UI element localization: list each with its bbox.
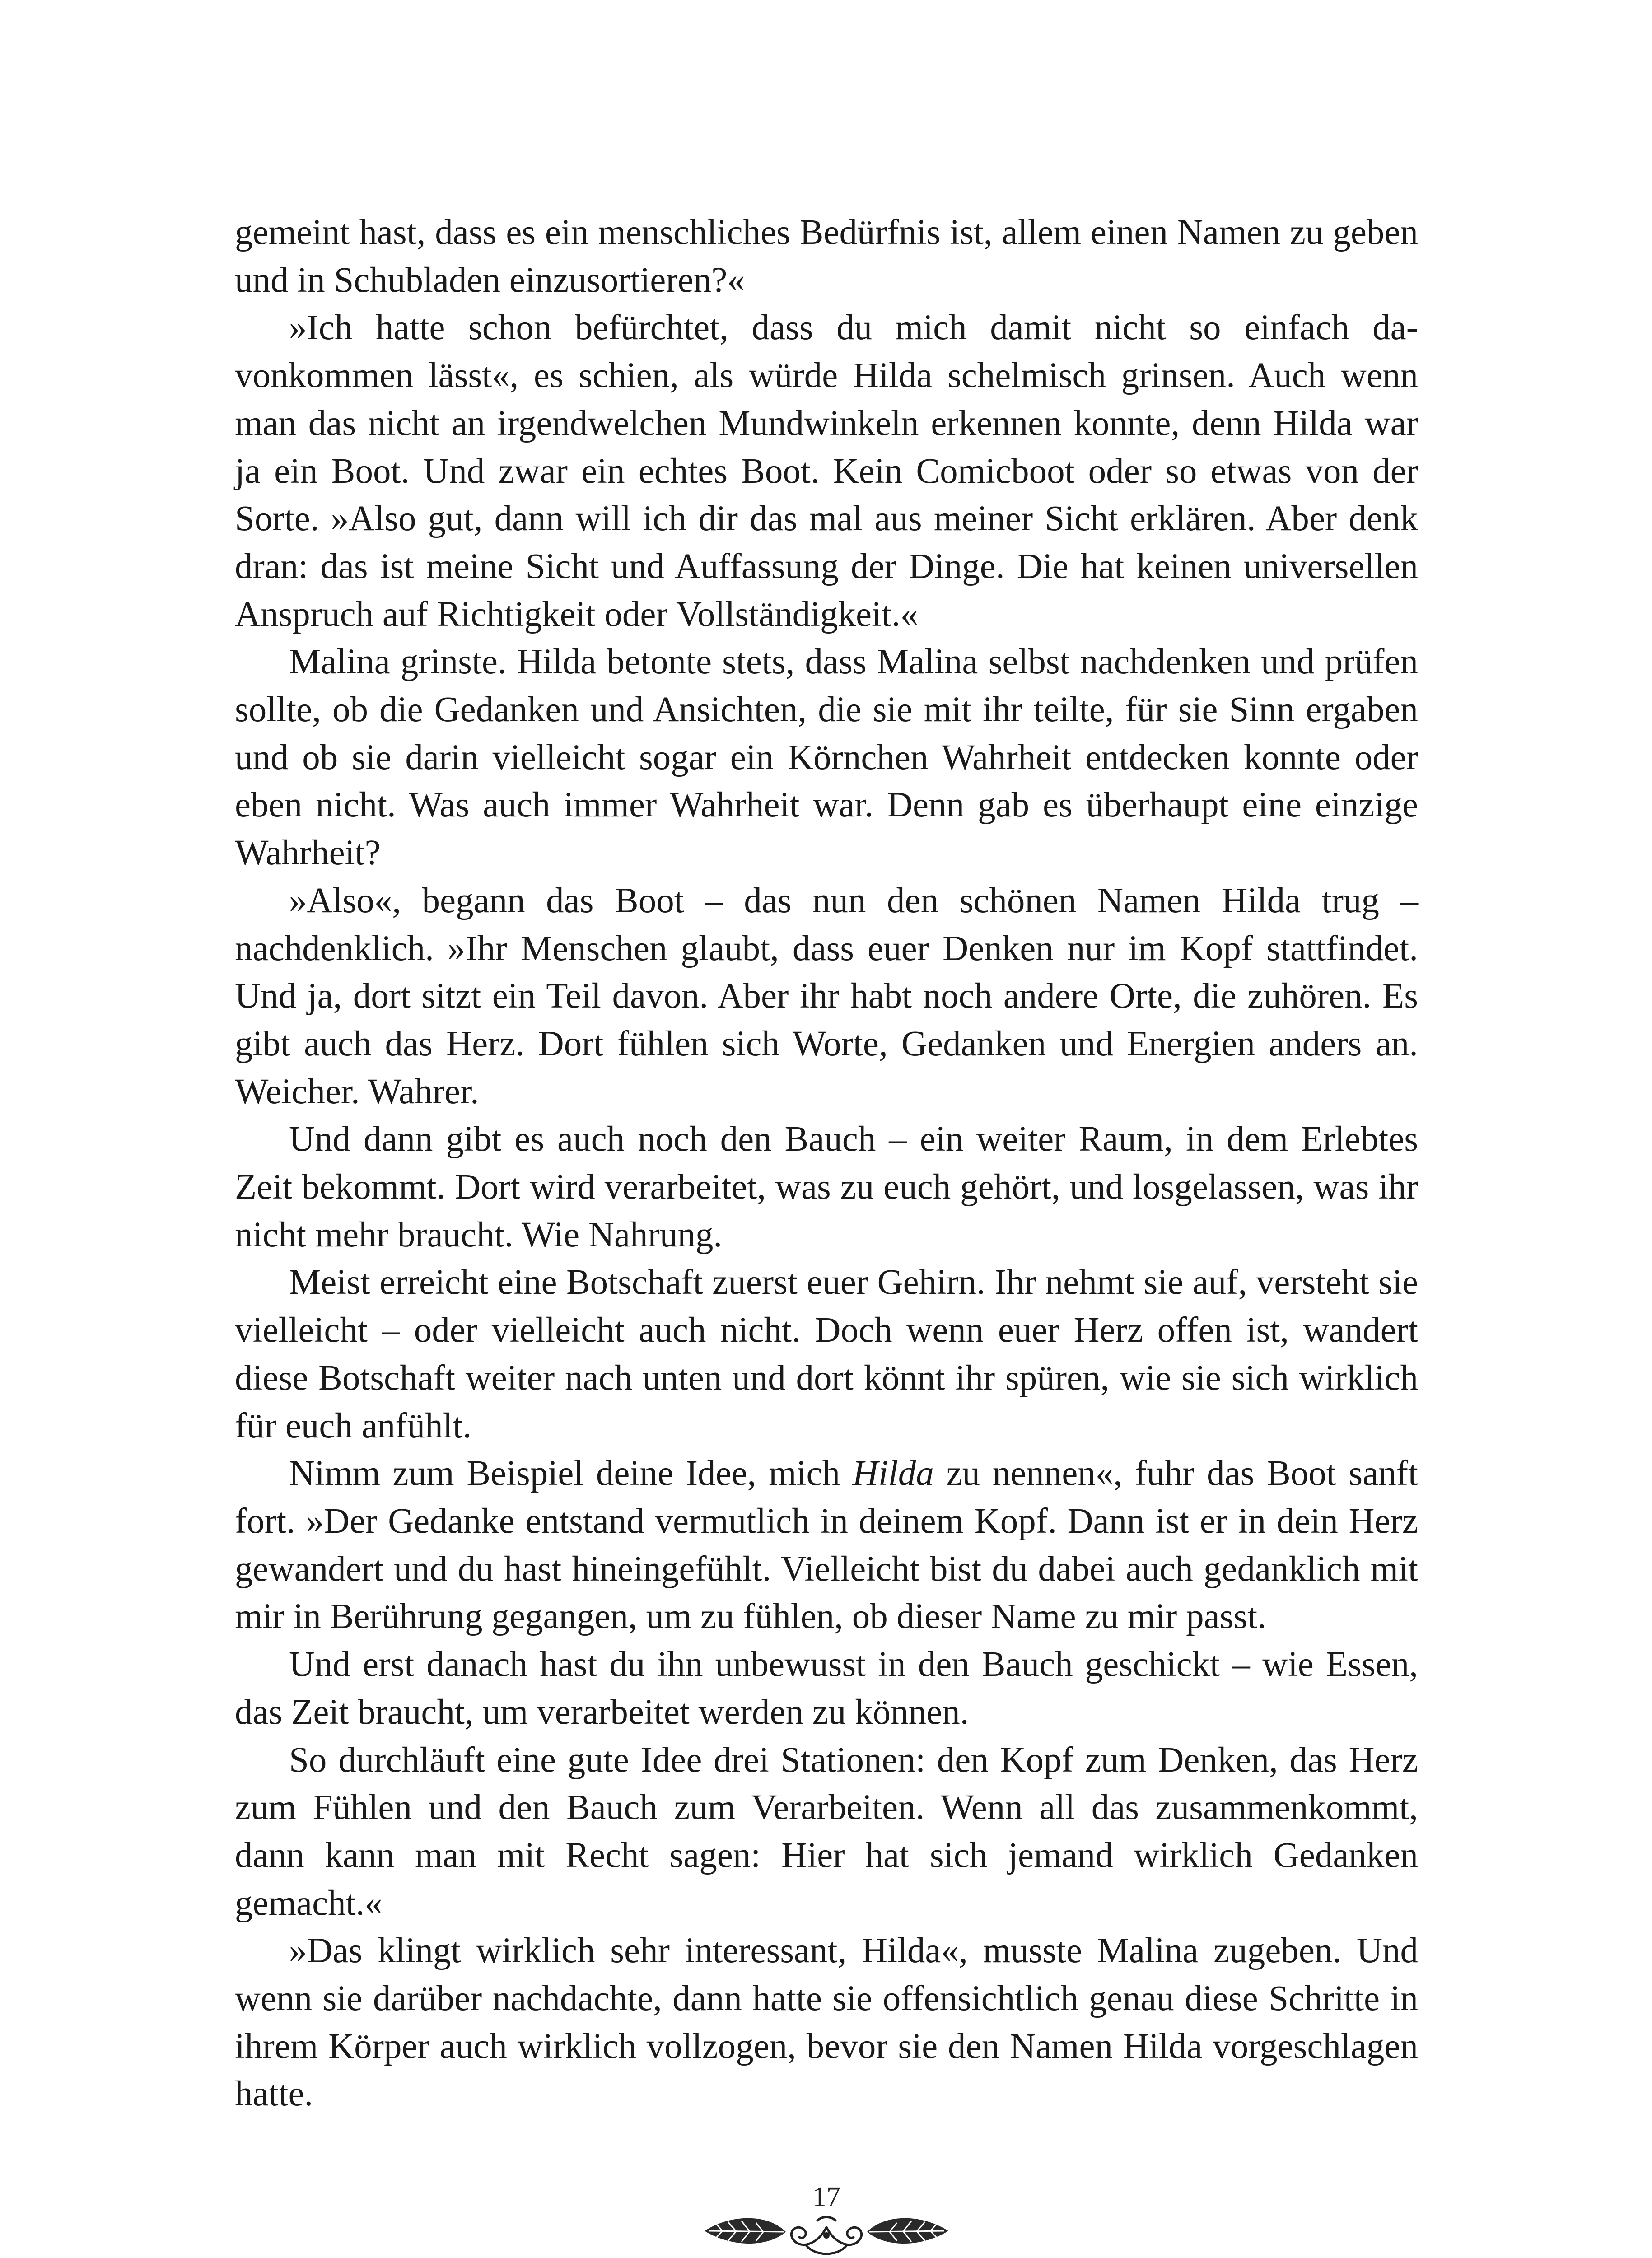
text-run: »Das klingt wirklich sehr interessant, Hilda«, musste Malina zugeben. Und wenn sie darüber nachdachte, dann hatte sie offensichtlich genau diese Schritte in ihrem Körper auch wirklich vollzogen, bevor sie den Namen Hilda vorgeschlagen hatte.	[235, 1931, 1418, 2114]
page-number: 17	[812, 2182, 840, 2212]
paragraph	[235, 877, 1418, 1116]
paragraph	[235, 1736, 1418, 1927]
text-run: Nimm zum Beispiel deine Idee, mich	[289, 1454, 853, 1493]
page-footer	[695, 2181, 957, 2258]
text-run: »Ich hatte schon befürchtet, dass du mich damit nicht so einfach davonkommen lässt«, es schien, als würde Hilda schelmisch grinsen. Auch wenn man das nicht an irgendwelchen Mundwinkeln erkennen konnte, denn Hilda war ja ein Boot. Und zwar ein echtes Boot. Kein Comicboot oder so etwas von der Sorte. »Also gut, dann will ich dir das mal aus meiner Sicht erklären. Aber denk dran: das ist meine Sicht und Auffassung der Dinge. Die hat keinen universellen Anspruch auf Richtigkeit oder Vollständigkeit.«	[235, 308, 1418, 634]
body-text	[235, 209, 1418, 2118]
paragraph	[235, 209, 1418, 304]
text-run: gemeint hast, dass es ein menschliches Bedürfnis ist, allem einen Namen zu geben und in Schubladen einzusortieren?«	[235, 213, 1418, 300]
paragraph	[235, 1450, 1418, 1641]
paragraph	[235, 1641, 1418, 1736]
leaf-scroll-ornament-icon	[695, 2196, 957, 2258]
italic-text: Hilda	[852, 1454, 934, 1493]
paragraph	[235, 1115, 1418, 1259]
text-run: Malina grinste. Hilda betonte stets, dass Malina selbst nachdenken und prüfen sollte, ob die Gedanken und Ansichten, die sie mit ihr teilte, für sie Sinn ergaben und ob sie darin vielleicht sogar ein Körnchen Wahrheit entdecken konnte oder eben nicht. Was auch immer Wahrheit war. Denn gab es überhaupt eine einzige Wahrheit?	[235, 642, 1418, 873]
paragraph	[235, 304, 1418, 638]
text-run: So durchläuft eine gute Idee drei Stationen: den Kopf zum Denken, das Herz zum Fühlen und den Bauch zum Verarbeiten. Wenn all das zusammenkommt, dann kann man mit Recht sagen: Hier hat sich jemand wirklich Gedanken gemacht.«	[235, 1740, 1418, 1923]
text-run: »Also«, begann das Boot – das nun den schönen Namen Hilda trug – nachdenklich. »Ihr Menschen glaubt, dass euer Denken nur im Kopf stattfindet. Und ja, dort sitzt ein Teil davon. Aber ihr habt noch andere Orte, die zuhören. Es gibt auch das Herz. Dort fühlen sich Worte, Gedanken und Energien anders an. Weicher. Wahrer.	[235, 881, 1418, 1111]
text-run: zu nennen«, fuhr das Boot sanft fort. »Der Gedanke entstand vermutlich in deinem Kopf. Dann ist er in dein Herz gewandert und du hast hineingefühlt. Vielleicht bist du dabei auch gedanklich mit mir in Berührung gegangen, um zu fühlen, ob dieser Name zu mir passt.	[235, 1454, 1418, 1637]
paragraph	[235, 1259, 1418, 1450]
text-run: Meist erreicht eine Botschaft zuerst euer Gehirn. Ihr nehmt sie auf, versteht sie vielleicht – oder vielleicht auch nicht. Doch wenn euer Herz offen ist, wandert diese Botschaft weiter nach unten und dort könnt ihr spüren, wie sie sich wirklich für euch anfühlt.	[235, 1263, 1418, 1446]
paragraph	[235, 1927, 1418, 2118]
paragraph	[235, 638, 1418, 877]
text-run: Und dann gibt es auch noch den Bauch – ein weiter Raum, in dem Erlebtes Zeit bekommt. Dort wird verarbeitet, was zu euch gehört, und losgelassen, was ihr nicht mehr braucht. Wie Nahrung.	[235, 1120, 1418, 1255]
text-run: Und erst danach hast du ihn unbewusst in den Bauch geschickt – wie Essen, das Zeit braucht, um verarbeitet werden zu können.	[235, 1645, 1418, 1732]
